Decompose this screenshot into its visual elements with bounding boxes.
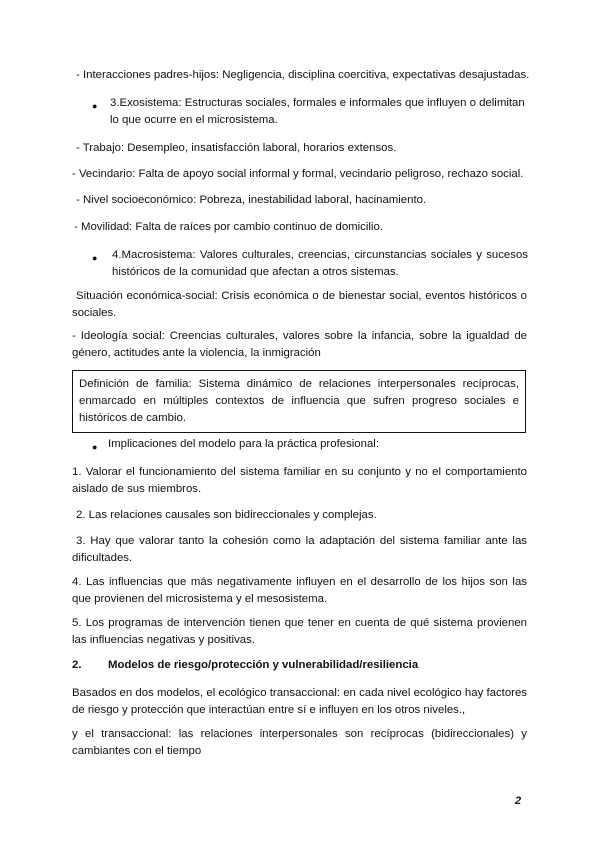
implicacion-3: 3. Hay que valorar tanto la cohesión como la adaptación del sistema familiar ante las dificultades. [72, 535, 527, 564]
macrosistema-item: 4.Macrosistema: Valores culturales, creencias, circunstancias sociales y sucesos históricos de la comunidad que afectan a otros sistemas. [112, 249, 528, 278]
line-ideologia-social: - Ideología social: Creencias culturales, valores sobre la infancia, sobre la igualdad de género, actitudes ante la violencia, la inmigración [72, 330, 527, 359]
line-trabajo: - Trabajo: Desempleo, insatisfacción laboral, horarios extensos. [76, 142, 397, 154]
implicacion-5: 5. Los programas de intervención tienen que tener en cuenta de qué sistema provienen las influencias negativas y positivas. [72, 617, 527, 646]
bullet-icon: ● [92, 253, 98, 263]
line-situacion-economica: Situación económica-social: Crisis económica o de bienestar social, eventos históricos o sociales. [72, 290, 527, 319]
section-number: 2. [72, 659, 82, 671]
line-nivel-socioeconomico: - Nivel socioeconómico: Pobreza, inestabilidad laboral, hacinamiento. [76, 194, 427, 206]
line-movilidad: - Movilidad: Falta de raíces por cambio continuo de domicilio. [74, 221, 383, 233]
definicion-familia-box: Definición de familia: Sistema dinámico de relaciones interpersonales recíprocas, enmarcado en múltiples contextos de influencia que sufren progreso sociales e históricos de cambio. [72, 370, 526, 433]
page-number: 2 [515, 795, 522, 807]
paragraph-transaccional: y el transaccional: las relaciones interpersonales son recíprocas (bidireccionales) y cambiantes con el tiempo [72, 728, 527, 757]
line-interacciones: - Interacciones padres-hijos: Negligencia, disciplina coercitiva, expectativas desajustadas. [76, 69, 530, 81]
bullet-icon: ● [92, 442, 98, 452]
exosistema-item: 3.Exosistema: Estructuras sociales, formales e informales que influyen o delimitan lo que ocurre en el microsistema. [110, 97, 525, 126]
implicacion-2: 2. Las relaciones causales son bidireccionales y complejas. [76, 509, 377, 521]
line-vecindario: - Vecindario: Falta de apoyo social informal y formal, vecindario peligroso, rechazo social. [72, 168, 524, 180]
paragraph-basados: Basados en dos modelos, el ecológico transaccional: en cada nivel ecológico hay factores de riesgo y protección que interactúan entre sí e influyen en los otros niveles., [72, 687, 527, 716]
bullet-icon: ● [92, 101, 98, 111]
implicacion-1: 1. Valorar el funcionamiento del sistema familiar en su conjunto y no el comportamiento aislado de sus miembros. [72, 466, 527, 495]
section-heading: Modelos de riesgo/protección y vulnerabilidad/resiliencia [108, 659, 419, 671]
implicacion-4: 4. Las influencias que más negativamente influyen en el desarrollo de los hijos son las que provienen del microsistema y el mesosistema. [72, 576, 527, 605]
implicaciones-item: Implicaciones del modelo para la práctica profesional: [108, 438, 379, 450]
